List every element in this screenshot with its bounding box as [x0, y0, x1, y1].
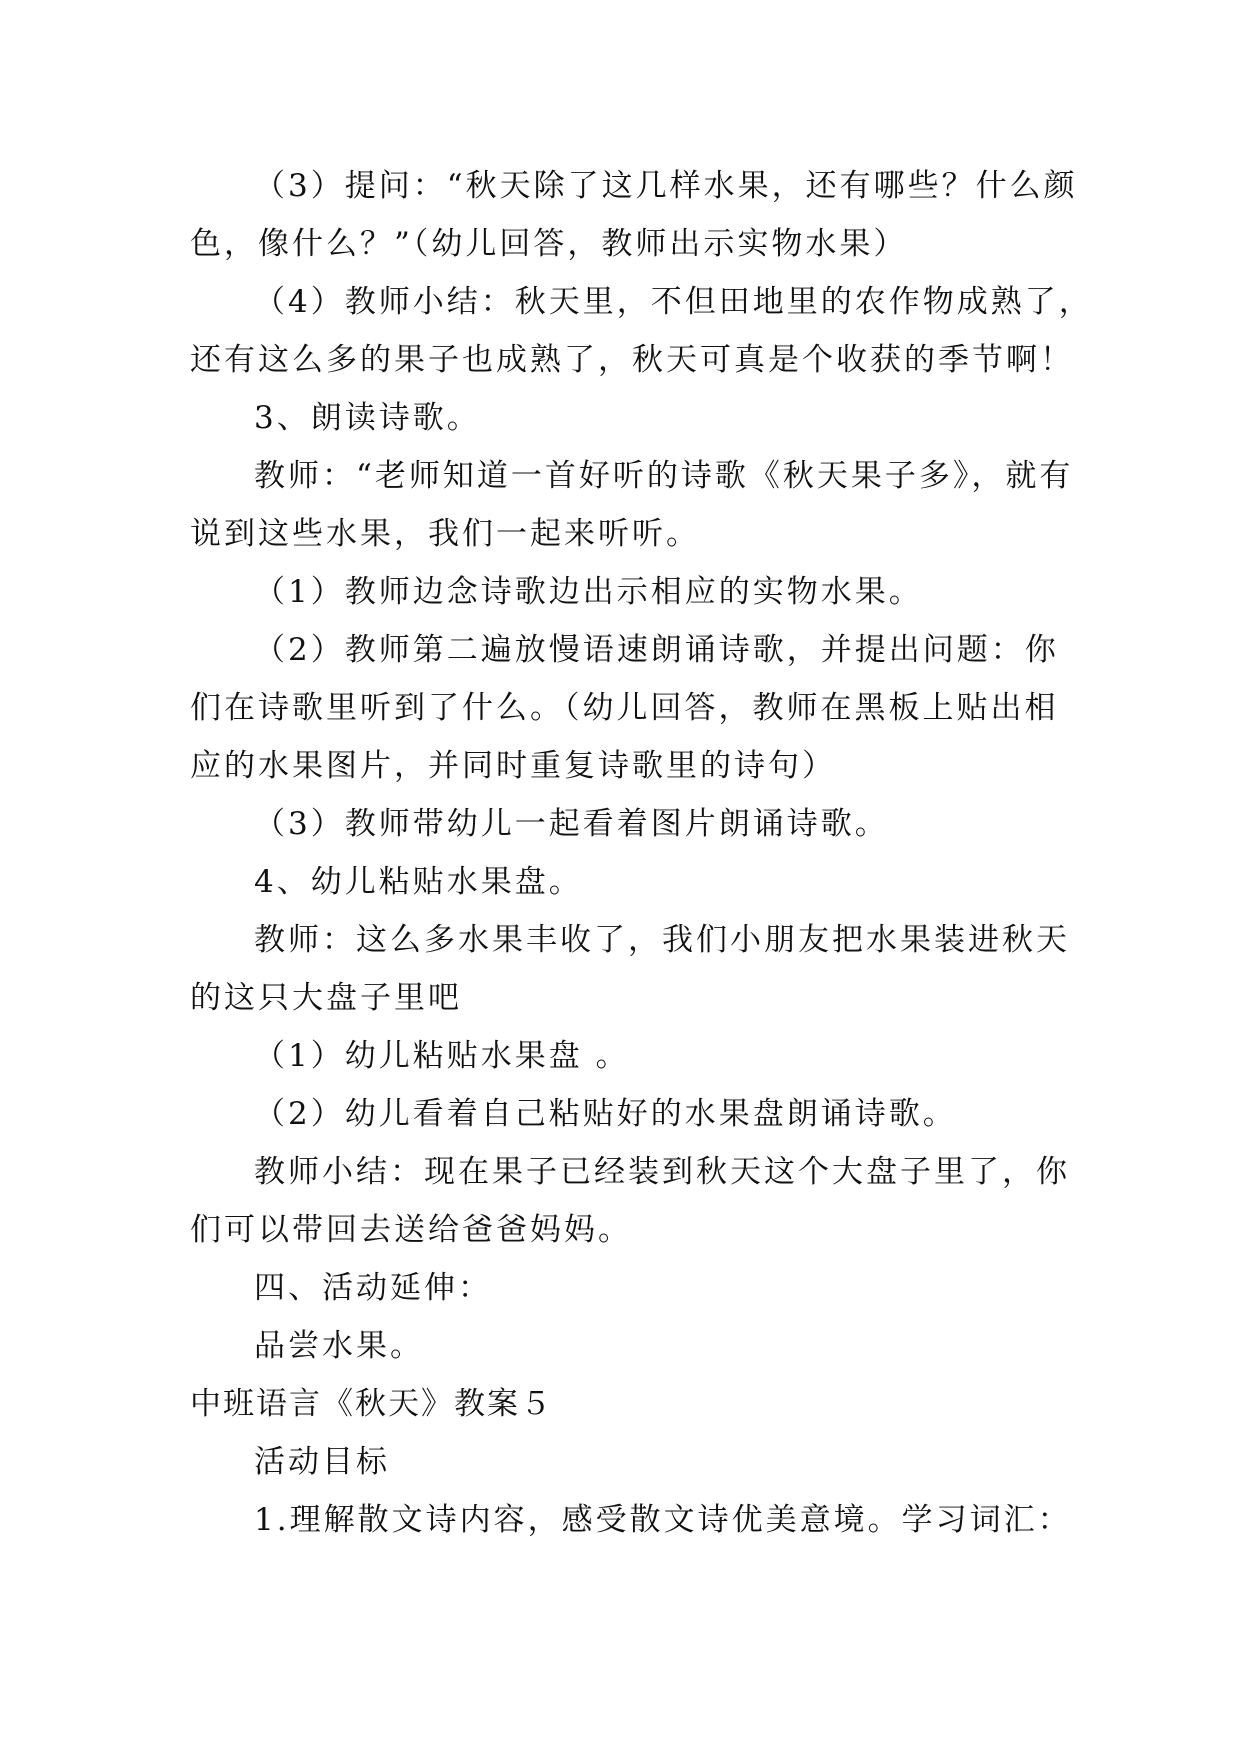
paragraph-line: （4）教师小结：秋天里，不但田地里的农作物成熟了， — [254, 284, 1093, 320]
lesson-title: 中班语言《秋天》教案５ — [190, 1386, 553, 1422]
section-heading: 3、朗读诗歌。 — [254, 400, 481, 436]
paragraph-line: 的这只大盘子里吧 — [190, 980, 462, 1016]
paragraph-line: 1.理解散文诗内容，感受散文诗优美意境。学习词汇： — [254, 1502, 1072, 1538]
paragraph-line: 还有这么多的果子也成熟了，秋天可真是个收获的季节啊！ — [190, 342, 1074, 378]
paragraph-line: 们在诗歌里听到了什么。（幼儿回答，教师在黑板上贴出相 — [190, 690, 1059, 726]
paragraph-line: 品尝水果。 — [254, 1328, 424, 1364]
paragraph-line: 们可以带回去送给爸爸妈妈。 — [190, 1212, 632, 1248]
paragraph-line: （2）教师第二遍放慢语速朗诵诗歌，并提出问题：你 — [254, 632, 1059, 668]
paragraph-line: （1）教师边念诗歌边出示相应的实物水果。 — [254, 574, 923, 610]
paragraph-line: 教师小结：现在果子已经装到秋天这个大盘子里了，你 — [254, 1154, 1070, 1190]
paragraph-line: 教师：这么多水果丰收了，我们小朋友把水果装进秋天 — [254, 922, 1070, 958]
paragraph-line: （2）幼儿看着自己粘贴好的水果盘朗诵诗歌。 — [254, 1096, 957, 1132]
paragraph-line: 教师：“老师知道一首好听的诗歌《秋天果子多》，就有 — [254, 458, 1074, 494]
paragraph-line: （3）教师带幼儿一起看着图片朗诵诗歌。 — [254, 806, 889, 842]
section-heading: 活动目标 — [254, 1444, 390, 1480]
paragraph-line: （1）幼儿粘贴水果盘 。 — [254, 1038, 630, 1074]
paragraph-line: 应的水果图片，并同时重复诗歌里的诗句） — [190, 748, 836, 784]
paragraph-line: 色，像什么？”（幼儿回答，教师出示实物水果） — [190, 226, 908, 262]
paragraph-line: （3）提问：“秋天除了这几样水果，还有哪些？什么颜 — [254, 168, 1078, 204]
paragraph-line: 说到这些水果，我们一起来听听。 — [190, 516, 700, 552]
section-heading: 4、幼儿粘贴水果盘。 — [254, 864, 583, 900]
section-heading: 四、活动延伸： — [254, 1270, 492, 1306]
